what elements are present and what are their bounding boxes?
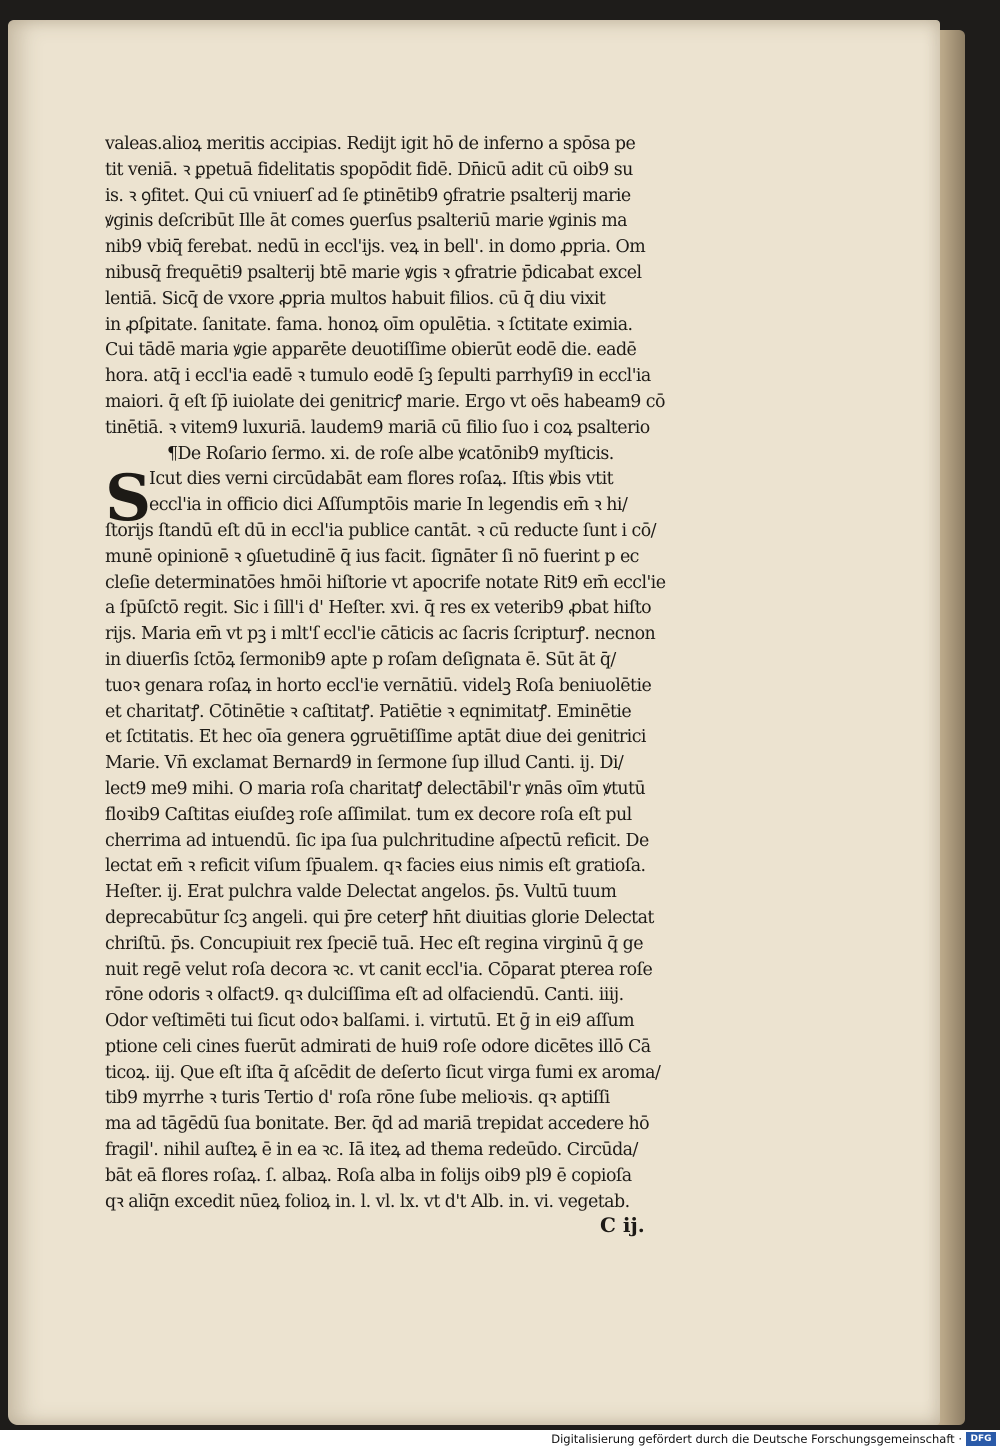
footer-credit: Digitalisierung gefördert durch die Deutsche Forschungsgemeinschaft · — [551, 1432, 962, 1446]
text-line: ſtorijs ſtandū eſt dū in eccl'ia publice cantāt. ꝛ cū reducte ſunt i cō/ — [105, 520, 656, 541]
text-line: tib9 myrrhe ꝛ turis Tertio d' roſa rōne ſube melioꝛis. qꝛ aptiſſi — [105, 1088, 610, 1109]
text-line: Marie. Vn̄ exclamat Bernard9 in ſermone ſup illud Canti. ij. Di/ — [105, 753, 624, 774]
text-line: a ſpūſctō regit. Sic i ſill'i d' Heſter. xvi. q̄ res ex veterib9 ꝓbat hiſto — [105, 598, 652, 619]
text-line: Cui tādē maria ꝟgie apparēte deuotiſſime obierūt eodē die. eadē — [105, 340, 637, 361]
text-line: in diuerſis ſctōꝝ ſermonib9 apte p roſam deſignata ē. Sūt āt q̄/ — [105, 649, 616, 670]
book-page — [8, 20, 940, 1425]
text-line: rijs. Maria em̄ vt pꝫ i mlt'ſ eccl'ie cāticis ac ſacris ſcripturꝭ. necnon — [105, 624, 656, 645]
text-line: hora. atq̄ i eccl'ia eadē ꝛ tumulo eodē ſꝫ ſepulti parrhyſi9 in eccl'ia — [105, 366, 651, 387]
text-line: is. ꝛ ꝯfitet. Qui cū vniuerſ ad ſe ꝑtinētib9 ꝯfratrie psalterij marie — [105, 185, 631, 206]
text-line: lentiā. Sicq̄ de vxore ꝓpria multos habuit filios. cū q̄ diu vixit — [105, 288, 606, 309]
text-line: nib9 vbiq̄ ferebat. nedū in eccl'ijs. veꝝ in bell'. in domo ꝓpria. Om — [105, 237, 646, 258]
text-line: chriſtū. p̄s. Concupiuit rex ſpeciē tuā. Hec eſt regina virginū q̄ ge — [105, 933, 643, 954]
text-line: fragil'. nihil auſteꝝ ē in ea ꝛc. Iā iteꝝ ad thema redeūdo. Circūda/ — [105, 1140, 638, 1161]
text-line: lect9 me9 mihi. O maria roſa charitatꝭ delectābil'r ꝟnās oīm ꝟtutū — [105, 778, 646, 799]
text-line: eccl'ia in officio dici Aſſumptōis marie In legendis em̄ ꝛ hi/ — [149, 495, 628, 516]
text-line: tit veniā. ꝛ ꝑpetuā fidelitatis spopōdit fidē. Dn̄icū adit cū oib9 su — [105, 159, 633, 180]
text-line: et ſctitatis. Et hec oīa genera ꝯgruētiſſime aptāt diue dei genitrici — [105, 727, 646, 748]
text-line: Icut dies verni circūdabāt eam flores roſaꝝ. Iſtis ꝟbis vtit — [149, 469, 614, 490]
text-line: nibusq̄ frequēti9 psalterij btē marie ꝟgis ꝛ ꝯfratrie p̄dicabat excel — [105, 262, 642, 283]
text-line: ma ad tāgēdū ſua bonitate. Ber. q̄d ad mariā trepidat accedere hō — [105, 1114, 650, 1135]
text-line: bāt eā flores roſaꝝ. ſ. albaꝝ. Roſa alba in folijs oib9 pl9 ē copioſa — [105, 1165, 632, 1186]
text-line: qꝛ aliq̄n excedit nūeꝝ folioꝝ in. l. vl. lx. vt d't Alb. in. vi. vegetab. — [105, 1191, 630, 1212]
text-line: lectat em̄ ꝛ reficit viſum ſp̄ualem. qꝛ facies eius nimis eſt gratioſa. — [105, 856, 646, 877]
text-line: ꝟginis deſcribūt Ille āt comes ꝯuerſus psalteriū marie ꝟginis ma — [105, 211, 627, 232]
text-line: valeas.alioꝝ meritis accipias. Redijt igit hō de inferno a spōsa pe — [105, 134, 636, 154]
text-block — [105, 132, 745, 1215]
drop-capital: S — [105, 461, 151, 536]
text-line: floꝛib9 Caſtitas eiuſdeꝫ roſe aſſimilat. tum ex decore roſa eſt pul — [105, 804, 632, 825]
dfg-logo: DFG — [966, 1432, 996, 1446]
text-line: cherrima ad intuendū. ſic ipa ſua pulchritudine aſpectū reficit. De — [105, 830, 649, 851]
text-line: tinētiā. ꝛ vitem9 luxuriā. laudem9 mariā cū filio ſuo i coꝝ psalterio — [105, 417, 650, 438]
footer-bar — [0, 1430, 1000, 1449]
text-line: in ꝓſꝑitate. ſanitate. fama. honoꝝ oīm opulētia. ꝛ ſctitate eximia. — [105, 314, 633, 335]
text-line: rōne odoris ꝛ olfact9. qꝛ dulciſſima eſt ad olfaciendū. Canti. iiij. — [105, 985, 624, 1006]
text-line: et charitatꝭ. Cōtinētie ꝛ caſtitatꝭ. Patiētie ꝛ eqnimitatꝭ. Eminētie — [105, 701, 632, 722]
text-line: maiori. q̄ eſt ſp̄ iuiolate dei genitricꝭ marie. Ergo vt oēs habeam9 cō — [105, 391, 665, 412]
text-line: Heſter. ij. Erat pulchra valde Delectat angelos. p̄s. Vultū tuum — [105, 882, 617, 903]
text-line: cleſie determinatōes hmōi hiſtorie vt apocrife notate Rit9 em̄ eccl'ie — [105, 572, 666, 593]
signature-mark: C ij. — [600, 1213, 645, 1237]
sermon-heading: ¶De Roſario ſermo. xi. de roſe albe ꝟcatōnib9 myſticis. — [167, 443, 614, 464]
text-line: ptione celi cines fuerūt admirati de hui9 roſe odore dicētes illō Cā — [105, 1036, 651, 1057]
text-line: deprecabūtur ſcꝫ angeli. qui p̄re ceterꝭ hn̄t diuitias glorie Delectat — [105, 907, 654, 928]
text-line: munē opinionē ꝛ ꝯſuetudinē q̄ ius facit. ſignāter ſi nō fuerint p ec — [105, 546, 639, 567]
text-line: ticoꝝ. iij. Que eſt iſta q̄ aſcēdit de deſerto ſicut virga fumi ex aroma/ — [105, 1062, 661, 1083]
text-line: nuit regē velut roſa decora ꝛc. vt canit eccl'ia. Cōparat pterea roſe — [105, 959, 653, 980]
text-line: Odor veſtimēti tui ſicut odoꝛ balſami. i. virtutū. Et ḡ in ei9 aſſum — [105, 1011, 635, 1032]
text-line: tuoꝛ genara roſaꝝ in horto eccl'ie vernātiū. videlꝫ Roſa beniuolētie — [105, 675, 652, 696]
